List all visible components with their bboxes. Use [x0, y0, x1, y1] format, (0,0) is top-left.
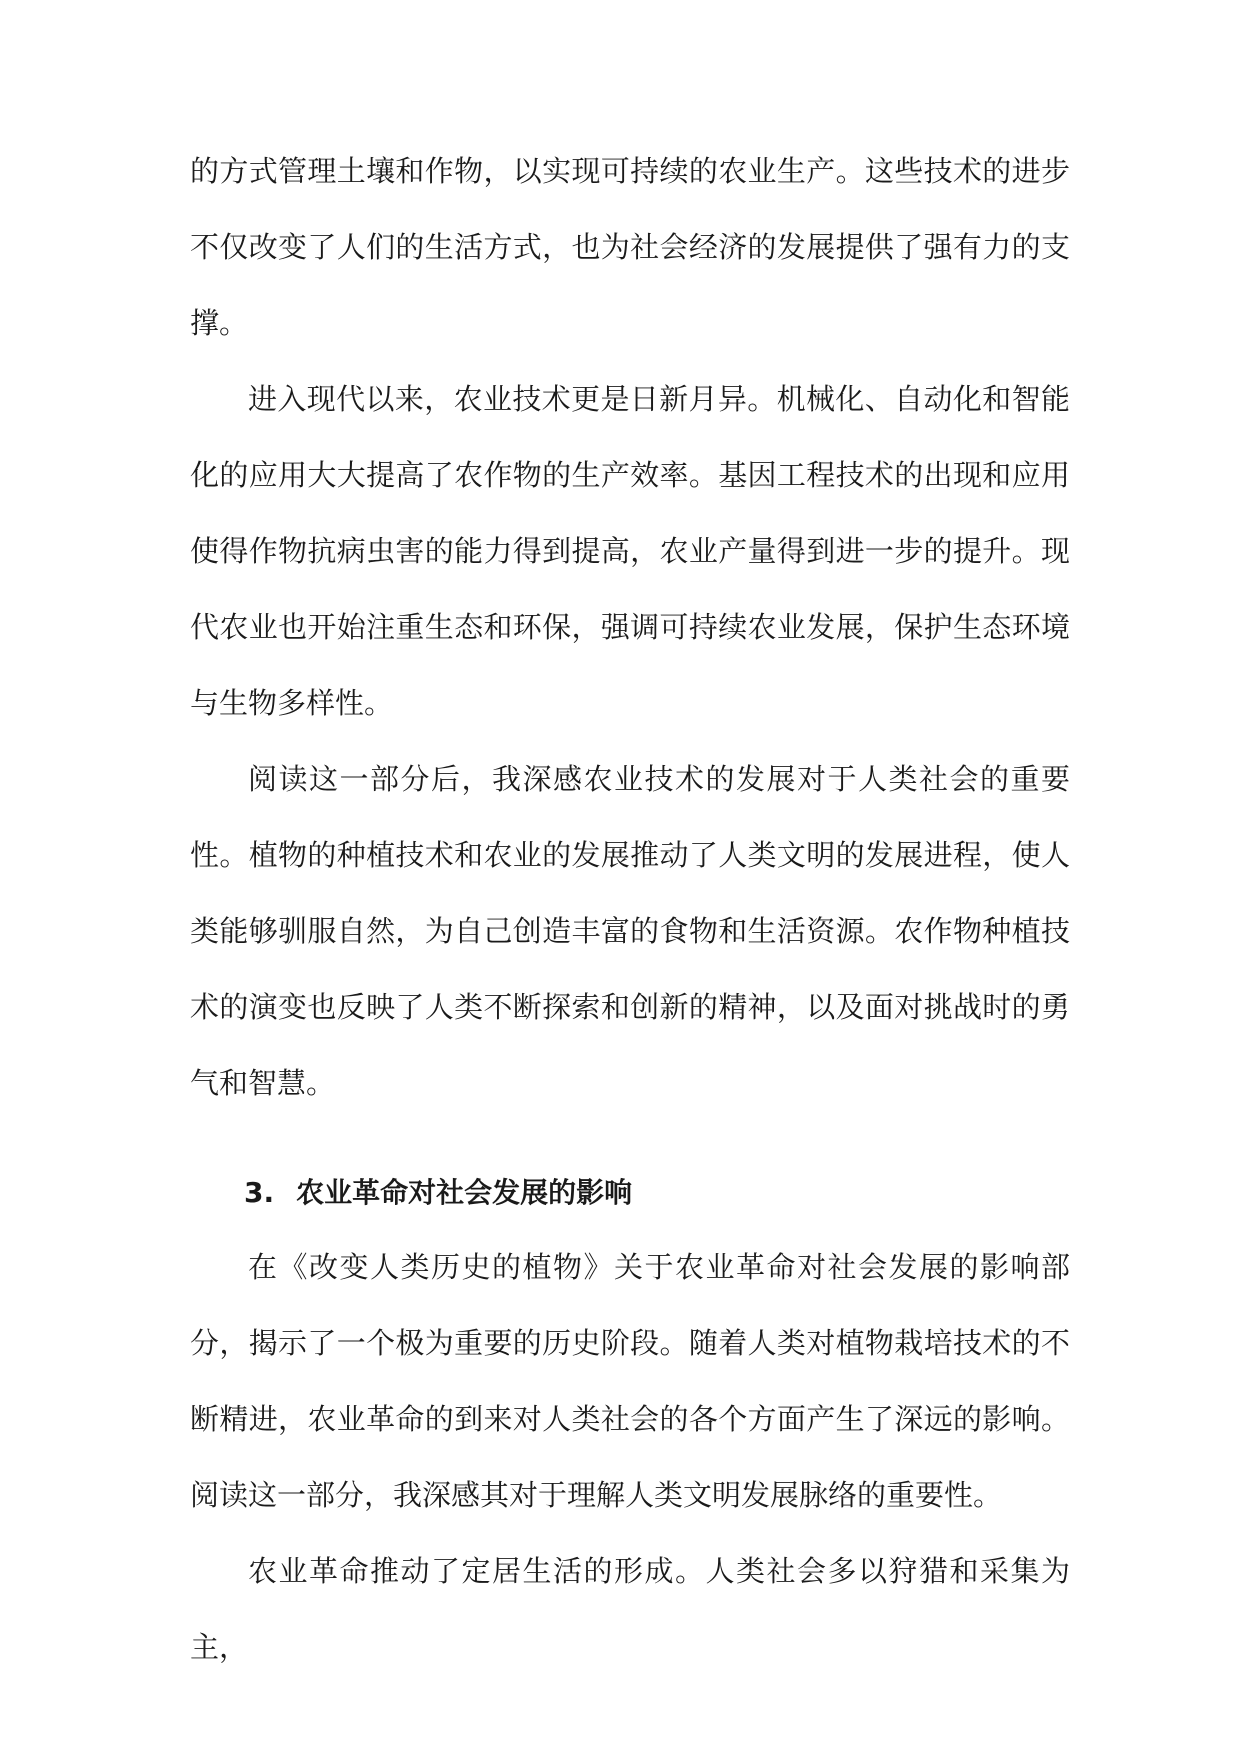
paragraph-modern-agriculture: 进入现代以来，农业技术更是日新月异。机械化、自动化和智能化的应用大大提高了农作物的生产效率。基因工程技术的出现和应用使得作物抗病虫害的能力得到提高，农业产量得到进一步的提升。现代农业也开始注重生态和环保，强调可持续农业发展，保护生态环境与生物多样性。: [190, 382, 1070, 720]
paragraph-settlement: 农业革命推动了定居生活的形成。人类社会多以狩猎和采集为主，: [190, 1554, 1070, 1664]
section-number: 3.: [244, 1176, 275, 1209]
paragraph-continued: 的方式管理土壤和作物，以实现可持续的农业生产。这些技术的进步不仅改变了人们的生活方式，也为社会经济的发展提供了强有力的支撑。: [190, 154, 1070, 340]
paragraph-section-intro: 在《改变人类历史的植物》关于农业革命对社会发展的影响部分，揭示了一个极为重要的历史阶段。随着人类对植物栽培技术的不断精进，农业革命的到来对人类社会的各个方面产生了深远的影响。阅读这一部分，我深感其对于理解人类文明发展脉络的重要性。: [190, 1250, 1070, 1512]
paragraph-reflection: 阅读这一部分后，我深感农业技术的发展对于人类社会的重要性。植物的种植技术和农业的发展推动了人类文明的发展进程，使人类能够驯服自然，为自己创造丰富的食物和生活资源。农作物种植技术的演变也反映了人类不断探索和创新的精神，以及面对挑战时的勇气和智慧。: [190, 762, 1070, 1100]
document-body: [190, 133, 1070, 1685]
section-title: 农业革命对社会发展的影响: [296, 1176, 633, 1209]
section-heading: [190, 1157, 1070, 1229]
